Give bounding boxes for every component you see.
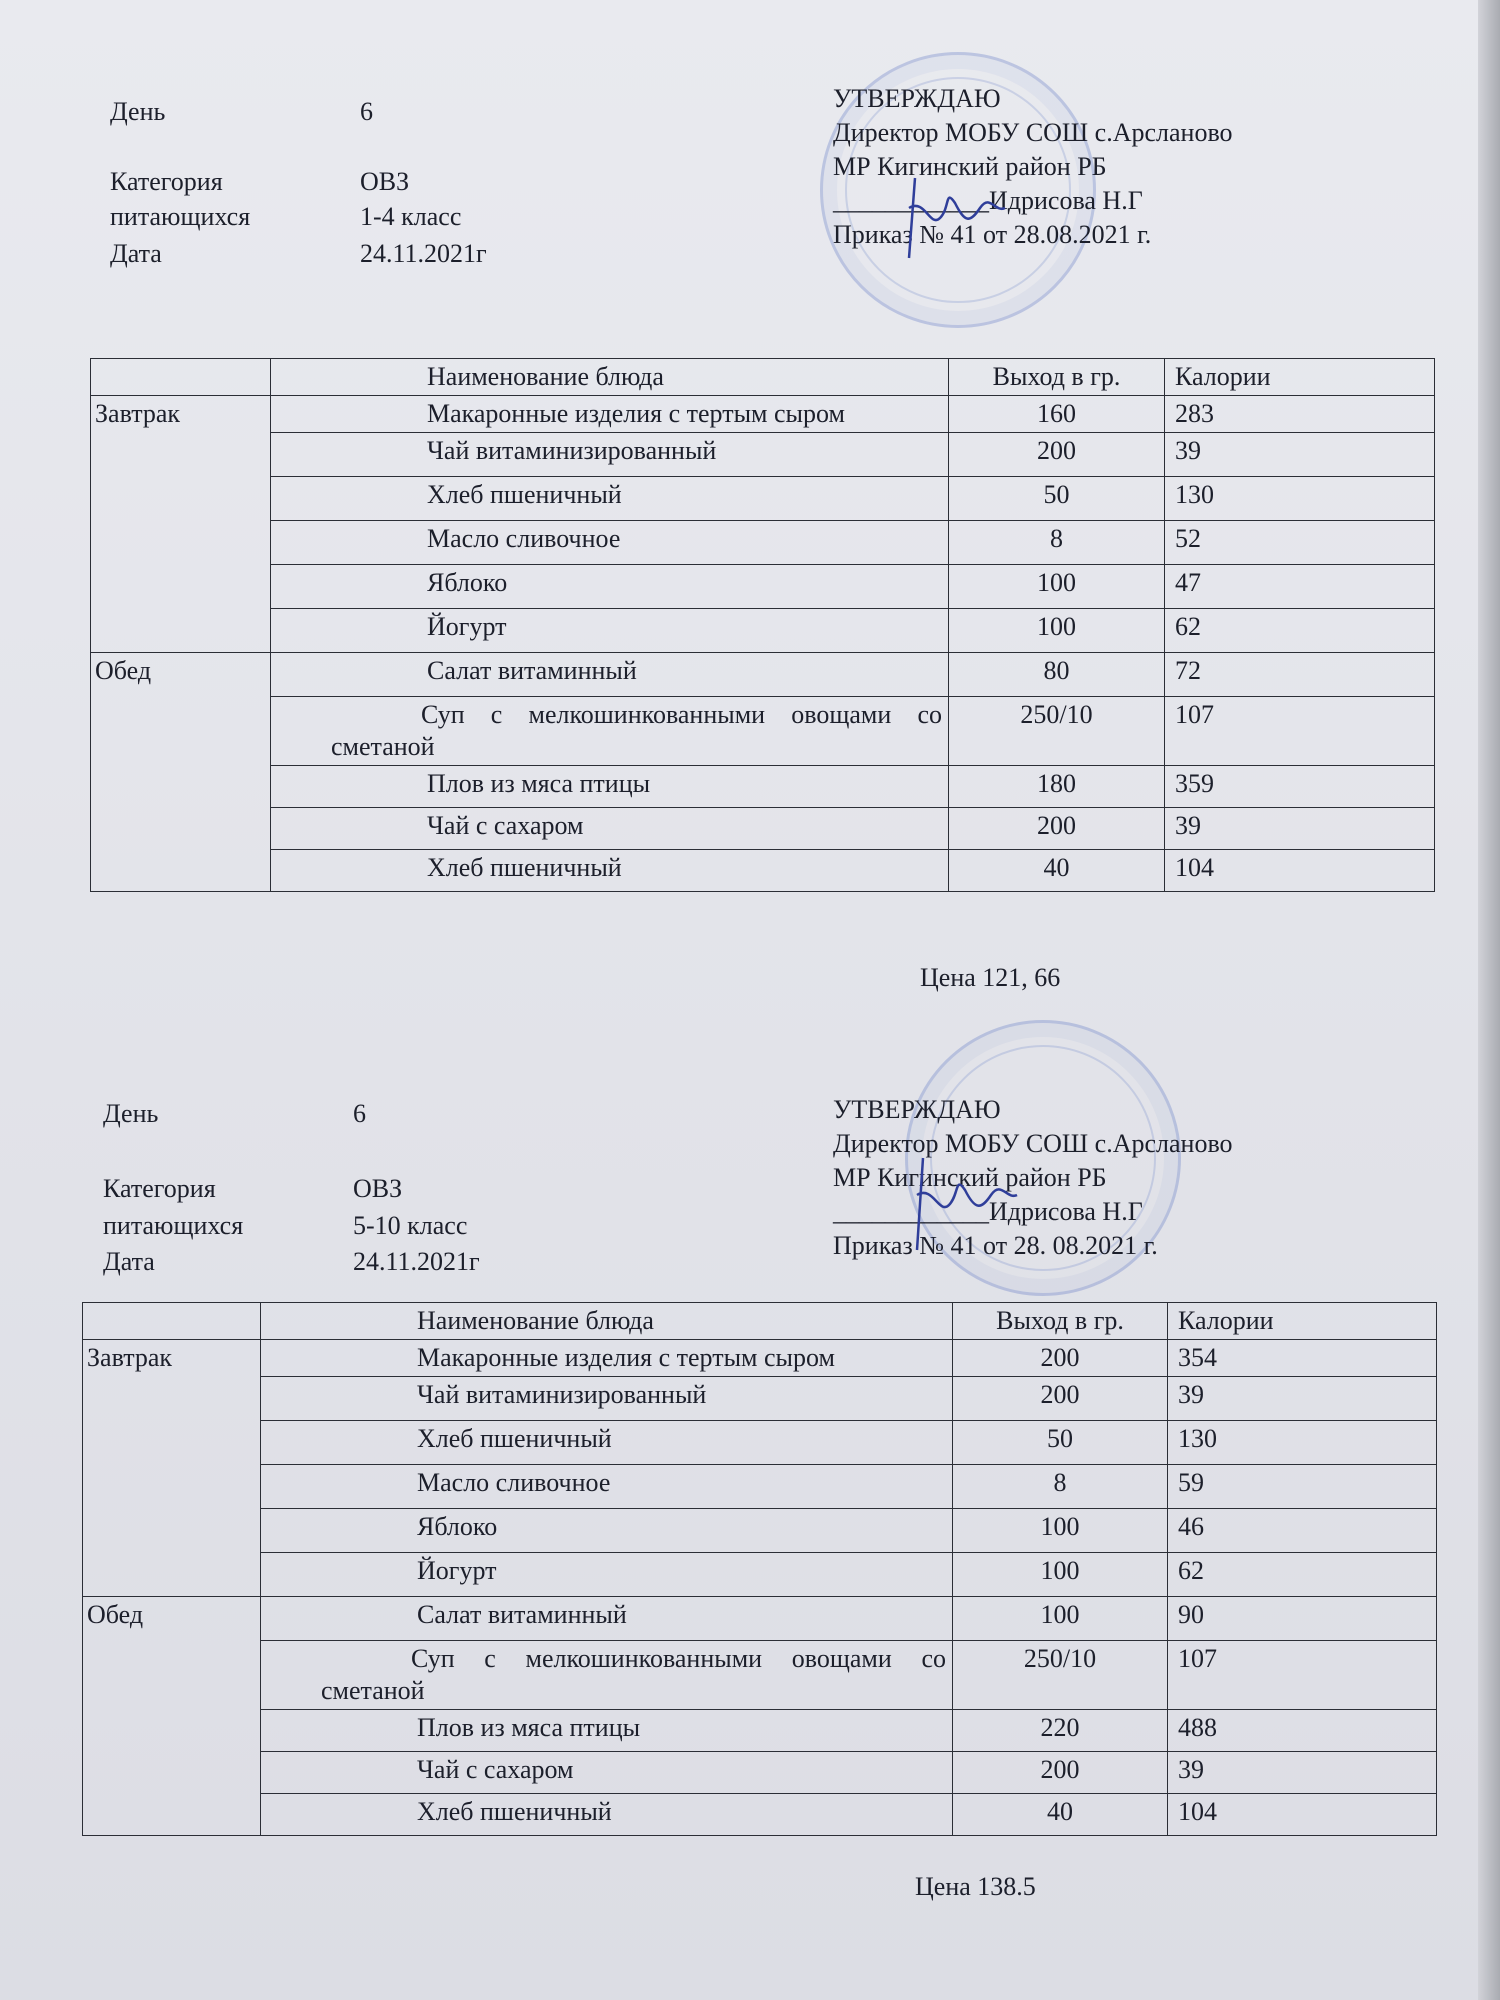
dish-weight: 100: [953, 1553, 1168, 1597]
dish-name: Йогурт: [271, 609, 949, 653]
dish-name: Яблоко: [261, 1509, 953, 1553]
dish-weight: 200: [953, 1752, 1168, 1794]
dish-calories: 52: [1165, 521, 1435, 565]
price-label: Цена 138.5: [915, 1872, 1036, 1901]
header-cell: Наименование блюда: [261, 1303, 953, 1340]
dish-weight: 40: [949, 850, 1165, 892]
dish-weight: 100: [949, 565, 1165, 609]
table-row: [83, 1465, 1437, 1509]
dish-calories: 62: [1168, 1553, 1437, 1597]
approval-block: [833, 82, 1233, 252]
table-row: [83, 1553, 1437, 1597]
dish-name: Суп с мелкошинкованными овощами со сметаной: [261, 1641, 953, 1710]
dish-name: Йогурт: [261, 1553, 953, 1597]
dish-name: Плов из мяса птицы: [271, 766, 949, 808]
approval-district: МР Кигинский район РБ: [833, 152, 1107, 181]
header-cell: [83, 1303, 261, 1340]
menu-table: [90, 358, 1435, 892]
dish-calories: 39: [1168, 1377, 1437, 1421]
dish-weight: 180: [949, 766, 1165, 808]
category-label: Категория: [103, 1174, 216, 1203]
grade-value: 5-10 класс: [353, 1211, 468, 1240]
dish-weight: 40: [953, 1794, 1168, 1836]
grade-value: 1-4 класс: [360, 202, 462, 231]
meal-label-lunch: Обед: [83, 1597, 261, 1836]
dish-name: Чай витаминизированный: [271, 433, 949, 477]
table-row: [91, 697, 1435, 766]
day-label: День: [110, 97, 166, 126]
header-cell: Калории: [1168, 1303, 1437, 1340]
table-row: [83, 1509, 1437, 1553]
category-value: ОВЗ: [360, 167, 410, 196]
dish-calories: 62: [1165, 609, 1435, 653]
dish-name: Чай с сахаром: [261, 1752, 953, 1794]
approval-director: Директор МОБУ СОШ с.Арсланово: [833, 1129, 1233, 1158]
dish-weight: 50: [953, 1421, 1168, 1465]
table-row: [91, 565, 1435, 609]
dish-calories: 46: [1168, 1509, 1437, 1553]
table-row: [83, 1421, 1437, 1465]
dish-calories: 39: [1168, 1752, 1437, 1794]
category-label-2: питающихся: [103, 1211, 244, 1240]
table-row: [91, 850, 1435, 892]
approval-order: Приказ № 41 от 28.08.2021 г.: [833, 220, 1152, 249]
dish-name: Суп с мелкошинкованными овощами со сметаной: [271, 697, 949, 766]
dish-weight: 200: [949, 433, 1165, 477]
date-label: Дата: [103, 1247, 155, 1276]
dish-calories: 283: [1165, 396, 1435, 433]
table-row: [91, 477, 1435, 521]
dish-name: Хлеб пшеничный: [261, 1794, 953, 1836]
dish-weight: 250/10: [949, 697, 1165, 766]
category-value: ОВЗ: [353, 1174, 403, 1203]
dish-weight: 250/10: [953, 1641, 1168, 1710]
dish-weight: 100: [953, 1509, 1168, 1553]
header-cell: Наименование блюда: [271, 359, 949, 396]
dish-calories: 90: [1168, 1597, 1437, 1641]
meal-label-breakfast: Завтрак: [83, 1340, 261, 1597]
approval-block: [833, 1093, 1233, 1263]
dish-name: Салат витаминный: [261, 1597, 953, 1641]
table-row: [83, 1752, 1437, 1794]
dish-weight: 50: [949, 477, 1165, 521]
dish-calories: 104: [1165, 850, 1435, 892]
dish-name: Масло сливочное: [271, 521, 949, 565]
price-label: Цена 121, 66: [920, 963, 1061, 992]
dish-name: Масло сливочное: [261, 1465, 953, 1509]
header-cell: Выход в гр.: [949, 359, 1165, 396]
dish-weight: 8: [953, 1465, 1168, 1509]
approval-signature-line: ____________Идрисова Н.Г: [833, 186, 1143, 215]
dish-calories: 39: [1165, 808, 1435, 850]
dish-weight: 100: [949, 609, 1165, 653]
dish-name: Макаронные изделия с тертым сыром: [261, 1340, 953, 1377]
dish-name: Чай витаминизированный: [261, 1377, 953, 1421]
table-row: [91, 653, 1435, 697]
dish-weight: 200: [953, 1377, 1168, 1421]
approval-title: УТВЕРЖДАЮ: [833, 84, 1001, 113]
table-row: [91, 521, 1435, 565]
day-label: День: [103, 1099, 159, 1128]
dish-weight: 160: [949, 396, 1165, 433]
category-label: Категория: [110, 167, 223, 196]
signature-mark: [895, 168, 1015, 263]
date-value: 24.11.2021г: [360, 239, 487, 268]
approval-signature-line: ____________Идрисова Н.Г: [833, 1197, 1143, 1226]
dish-name: Хлеб пшеничный: [271, 850, 949, 892]
dish-calories: 130: [1165, 477, 1435, 521]
date-label: Дата: [110, 239, 162, 268]
table-row: [83, 1340, 1437, 1377]
dish-weight: 200: [953, 1340, 1168, 1377]
table-row: [83, 1597, 1437, 1641]
dish-name: Салат витаминный: [271, 653, 949, 697]
table-row: [91, 609, 1435, 653]
dish-calories: 47: [1165, 565, 1435, 609]
menu-info: [110, 95, 610, 285]
table-row: [91, 766, 1435, 808]
dish-weight: 200: [949, 808, 1165, 850]
table-header-row: [83, 1303, 1437, 1340]
dish-calories: 59: [1168, 1465, 1437, 1509]
dish-calories: 39: [1165, 433, 1435, 477]
dish-weight: 8: [949, 521, 1165, 565]
date-value: 24.11.2021г: [353, 1247, 480, 1276]
approval-order: Приказ № 41 от 28. 08.2021 г.: [833, 1231, 1158, 1260]
page-edge-shadow: [1478, 0, 1500, 2000]
dish-name: Хлеб пшеничный: [261, 1421, 953, 1465]
dish-calories: 488: [1168, 1710, 1437, 1752]
signature-mark: [905, 1150, 1025, 1255]
approval-director: Директор МОБУ СОШ с.Арсланово: [833, 118, 1233, 147]
dish-name: Чай с сахаром: [271, 808, 949, 850]
dish-calories: 107: [1165, 697, 1435, 766]
dish-calories: 72: [1165, 653, 1435, 697]
approval-district: МР Кигинский район РБ: [833, 1163, 1107, 1192]
header-cell: Выход в гр.: [953, 1303, 1168, 1340]
dish-name: Плов из мяса птицы: [261, 1710, 953, 1752]
table-row: [91, 808, 1435, 850]
meal-label-breakfast: Завтрак: [91, 396, 271, 653]
table-row: [83, 1710, 1437, 1752]
dish-calories: 359: [1165, 766, 1435, 808]
header-cell: Калории: [1165, 359, 1435, 396]
table-row: [83, 1377, 1437, 1421]
dish-weight: 80: [949, 653, 1165, 697]
dish-weight: 220: [953, 1710, 1168, 1752]
menu-info: [103, 1097, 603, 1287]
table-row: [91, 396, 1435, 433]
day-value: 6: [353, 1099, 366, 1128]
table-header-row: [91, 359, 1435, 396]
dish-calories: 107: [1168, 1641, 1437, 1710]
dish-calories: 130: [1168, 1421, 1437, 1465]
dish-name: Хлеб пшеничный: [271, 477, 949, 521]
day-value: 6: [360, 97, 373, 126]
dish-weight: 100: [953, 1597, 1168, 1641]
approval-title: УТВЕРЖДАЮ: [833, 1095, 1001, 1124]
category-label-2: питающихся: [110, 202, 251, 231]
dish-name: Яблоко: [271, 565, 949, 609]
table-row: [83, 1794, 1437, 1836]
table-row: [91, 433, 1435, 477]
menu-table: [82, 1302, 1437, 1836]
header-cell: [91, 359, 271, 396]
dish-calories: 354: [1168, 1340, 1437, 1377]
table-row: [83, 1641, 1437, 1710]
meal-label-lunch: Обед: [91, 653, 271, 892]
dish-name: Макаронные изделия с тертым сыром: [271, 396, 949, 433]
dish-calories: 104: [1168, 1794, 1437, 1836]
